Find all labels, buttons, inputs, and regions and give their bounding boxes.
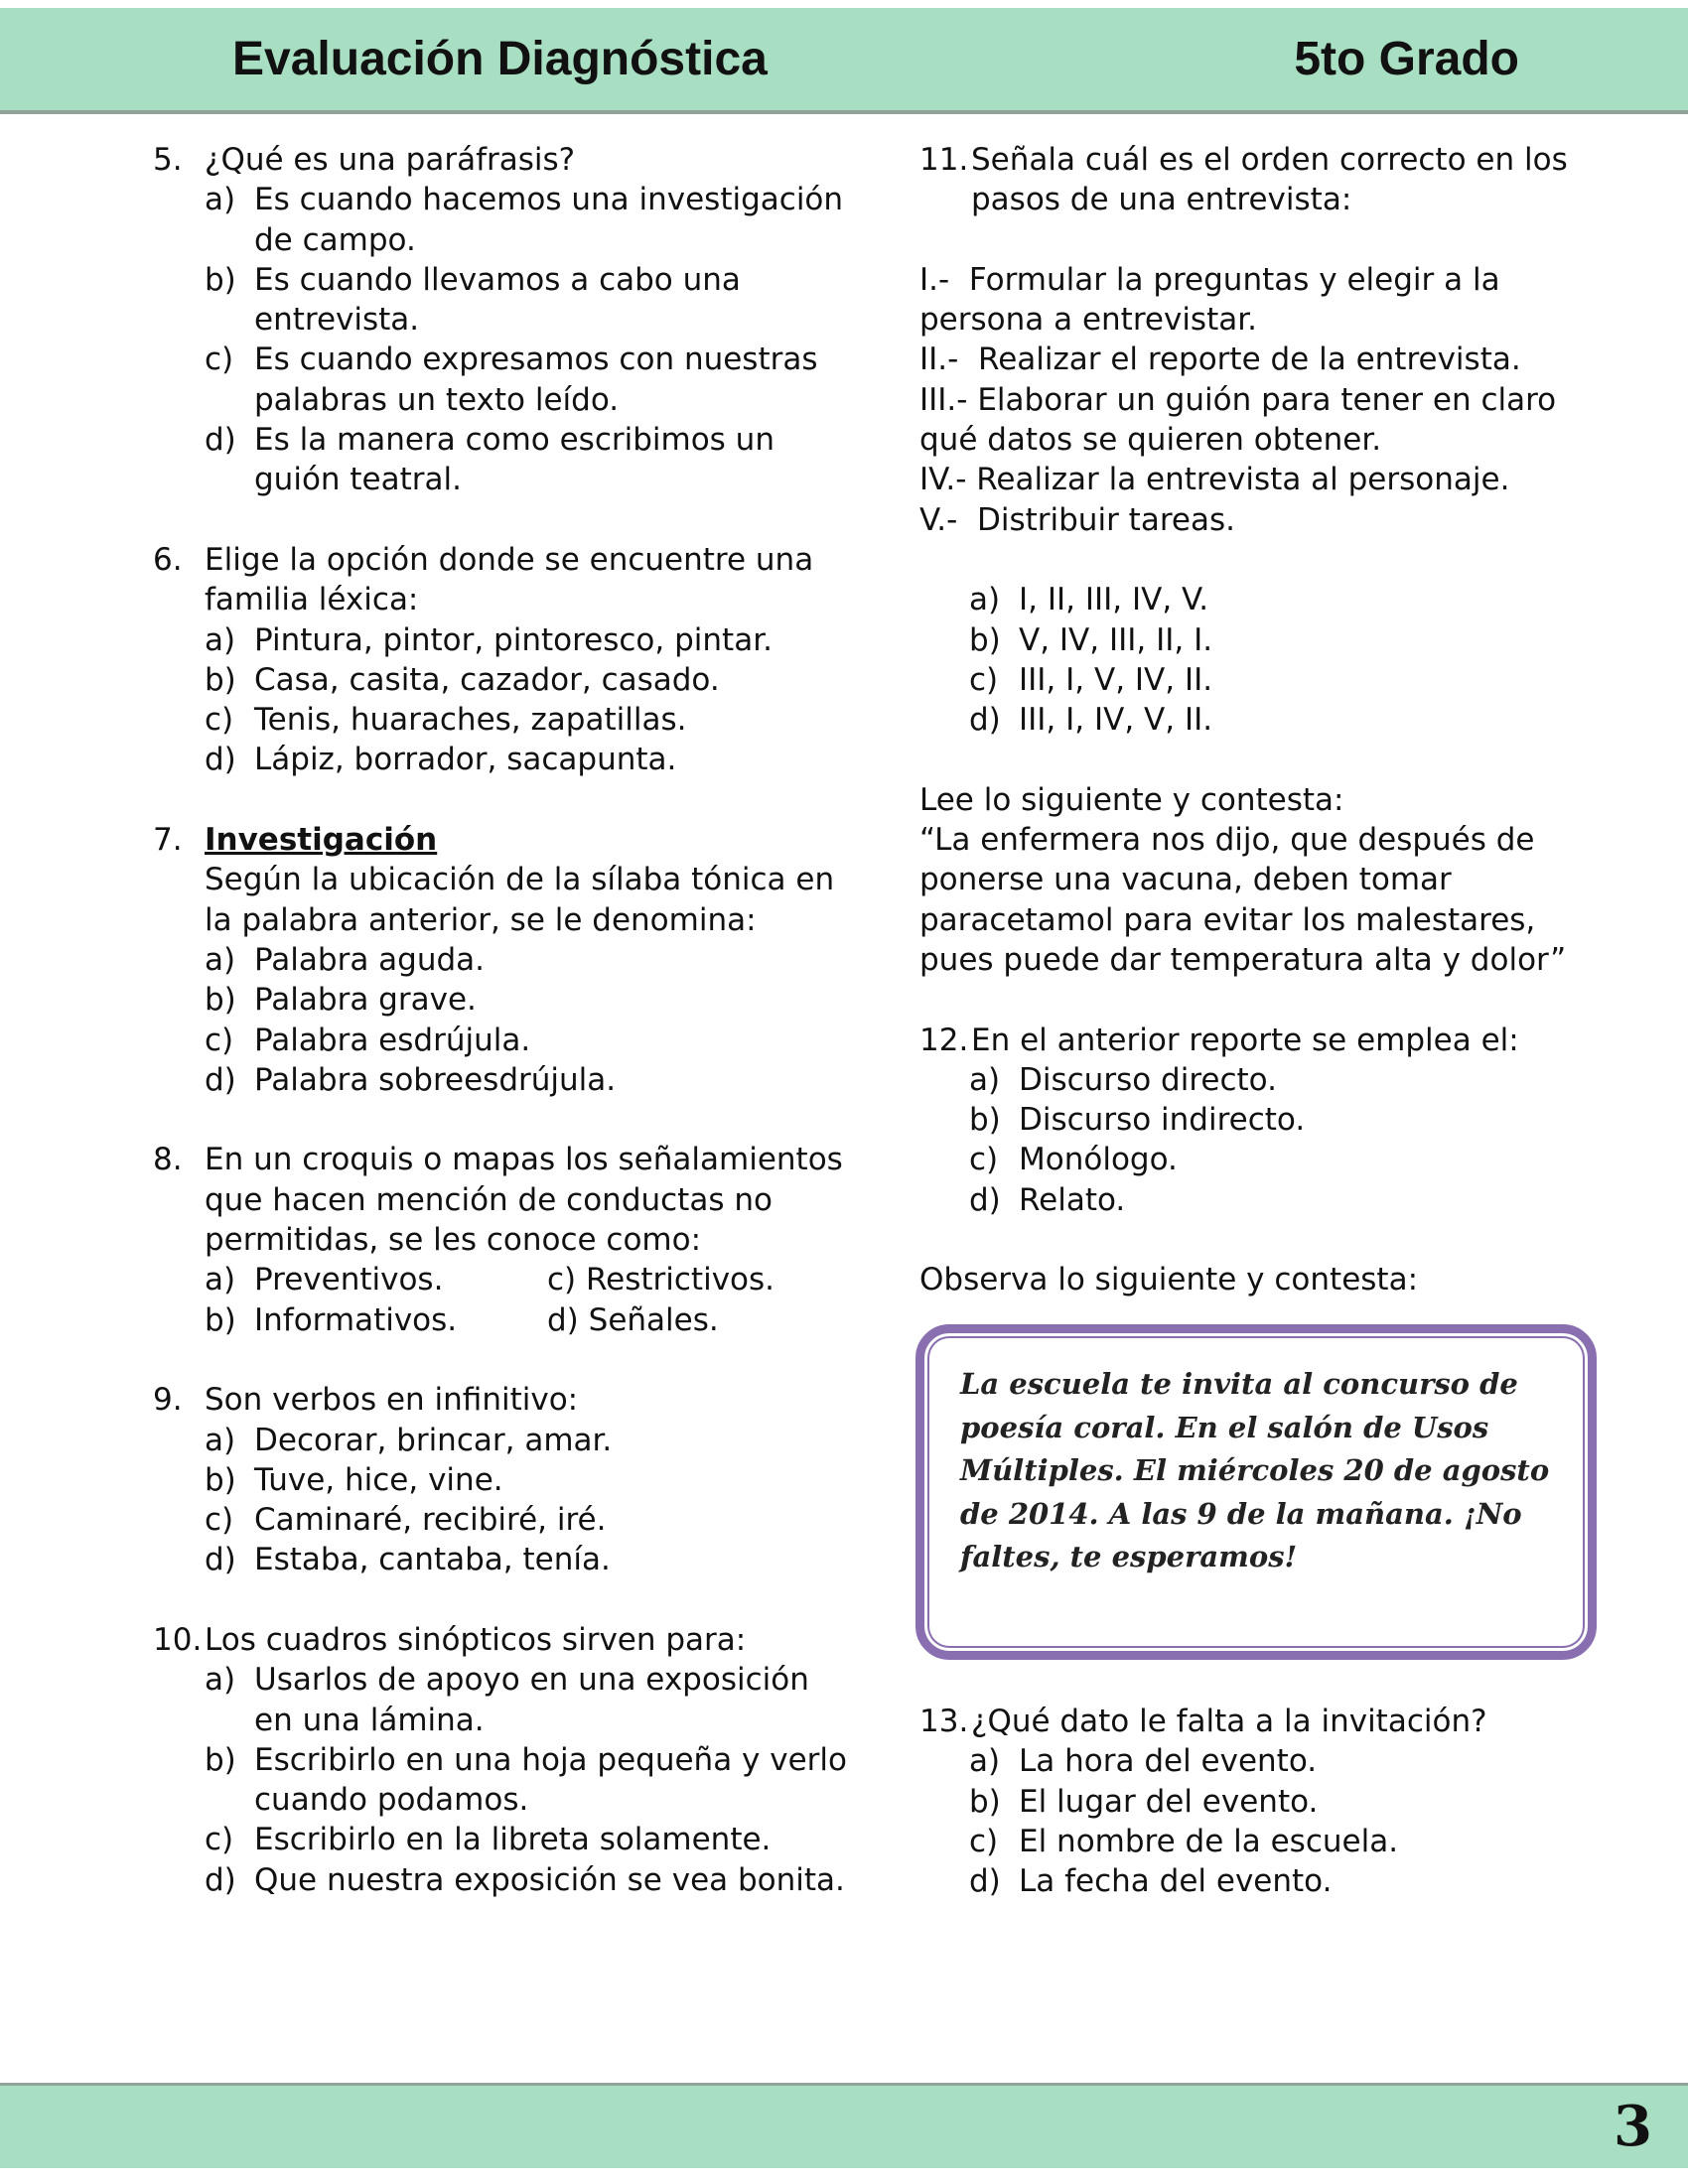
option-letter: a) [205,1662,236,1699]
option-letter: a) [205,941,236,978]
left-column [153,140,848,1900]
reading-intro: Lee lo siguiente y contesta: [919,781,1344,818]
option-text: Pintura, pintor, pintoresco, pintar. [254,621,773,658]
option-list [205,940,848,1100]
question-5 [153,140,848,500]
option-text: Relato. [1019,1181,1126,1218]
option-d [205,1540,848,1579]
option-letter: b) [205,1301,236,1338]
option-letter: c) [969,661,999,698]
question-10 [153,1620,848,1900]
observe-intro: Observa lo siguiente y contesta: [919,1262,1419,1298]
question-number: 8. [153,1142,183,1178]
option-a [205,1260,547,1299]
option-letter: d) [969,1181,1001,1218]
option-d [205,1060,848,1100]
option-text: Usarlos de apoyo en una exposición en una lámina. [254,1662,809,1738]
question-number: 7. [153,822,183,859]
option-a [205,940,848,980]
option-text: Señales. [588,1301,719,1338]
option-letter: b) [205,1461,236,1498]
option-c [969,1822,1595,1861]
option-letter: b) [969,1102,1001,1139]
question-7 [153,820,848,1100]
option-text: Palabra aguda. [254,941,486,978]
question-6 [153,540,848,780]
question-text: En un croquis o mapas los señalamientos que hacen mención de conductas no permitidas, se les conoce como: [205,1142,843,1259]
step-item [919,460,1595,499]
invitation-text: La escuela te invita al concurso de poesía coral. En el salón de Usos Múltiples. El miércoles 20 de agosto de 2014. A las 9 de la mañana. ¡No faltes, te esperamos! [960,1367,1550,1573]
question-number: 10. [153,1621,203,1658]
option-text: Estaba, cantaba, tenía. [254,1542,611,1578]
option-c [205,1021,848,1060]
option-text: Escribirlo en una hoja pequeña y verlo cuando podamos. [254,1741,847,1819]
option-text: El lugar del evento. [1019,1783,1319,1820]
option-text: Tuve, hice, vine. [254,1461,503,1498]
option-letter: a) [969,582,1001,618]
right-column-bottom [919,1702,1595,1901]
question-12 [919,1021,1595,1060]
question-text: Son verbos en infinitivo: [205,1382,579,1419]
option-letter: c) [205,341,234,378]
option-letter: a) [969,1743,1001,1780]
option-text: Escribirlo en la libreta solamente. [254,1822,772,1858]
option-letter: c) [547,1262,577,1298]
step-text: Realizar la entrevista al personaje. [976,462,1510,498]
grade-label: 5to Grado [1294,33,1519,85]
option-letter: c) [205,1502,234,1539]
question-text: Elige la opción donde se encuentre una familia léxica: [205,541,814,618]
step-text: Distribuir tareas. [976,501,1235,538]
option-d [205,740,848,779]
option-c [969,1140,1595,1179]
option-list [205,1660,848,1900]
option-text: Informativos. [254,1301,458,1338]
option-list [205,620,848,780]
option-b [205,1300,547,1340]
question-heading: Investigación [205,822,438,859]
question-text: En el anterior reporte se emplea el: [971,1022,1519,1058]
question-text: Los cuadros sinópticos sirven para: [205,1621,747,1658]
question-11 [919,140,1595,220]
question-number: 13. [919,1704,969,1739]
question-number: 12. [919,1022,969,1058]
option-b [969,1782,1595,1822]
option-letter: c) [205,1822,234,1858]
option-text: Discurso indirecto. [1019,1102,1306,1139]
option-text: Preventivos. [254,1262,444,1298]
option-letter: a) [205,621,236,658]
option-letter: c) [969,1823,999,1859]
option-letter: b) [205,1741,236,1778]
option-text: III, I, V, IV, II. [1019,661,1213,698]
option-text: La hora del evento. [1019,1743,1318,1780]
option-text: Es cuando hacemos una investigación de campo. [254,182,844,258]
option-a [205,180,848,260]
option-list [205,1421,848,1580]
step-list [919,260,1595,540]
option-list [205,180,848,499]
question-text: ¿Qué dato le falta a la invitación? [971,1704,1487,1739]
step-label: II.- [919,341,959,378]
step-label: III.- [919,381,968,418]
question-number: 5. [153,142,183,178]
question-number: 9. [153,1382,183,1419]
option-text: Es la manera como escribimos un guión teatral. [254,422,774,498]
invitation-box [915,1324,1597,1660]
question-text: Señala cuál es el orden correcto en los pasos de una entrevista: [971,142,1568,218]
step-item [919,380,1595,461]
option-c [547,1260,845,1299]
option-text: Que nuestra exposición se vea bonita. [254,1861,845,1898]
option-d [547,1300,845,1340]
option-letter: b) [205,261,236,298]
option-c [205,1820,848,1859]
question-number: 6. [153,541,183,578]
step-label: IV.- [919,462,967,498]
option-letter: a) [205,1262,236,1298]
option-letter: a) [969,1061,1001,1098]
question-13 [919,1702,1595,1741]
page-footer [0,2083,1688,2168]
option-text: Lápiz, borrador, sacapunta. [254,742,677,778]
step-item [919,260,1595,341]
page-number: 3 [1614,2094,1652,2159]
option-letter: a) [205,182,236,218]
option-text: Palabra grave. [254,982,477,1019]
option-letter: c) [969,1142,999,1178]
option-d [969,1180,1595,1220]
right-column [919,140,1595,1300]
option-text: V, IV, III, II, I. [1019,621,1213,658]
step-label: V.- [919,501,958,538]
option-d [969,700,1595,740]
step-item [919,340,1595,379]
option-c [205,1500,848,1540]
option-text: Es cuando llevamos a cabo una entrevista. [254,261,741,339]
option-b [205,260,848,341]
option-letter: b) [969,621,1001,658]
option-text: III, I, IV, V, II. [1019,702,1213,739]
option-d [205,420,848,500]
option-c [205,700,848,740]
option-text: Monólogo. [1019,1142,1178,1178]
option-letter: b) [969,1783,1001,1820]
option-letter: b) [205,661,236,698]
question-9 [153,1380,848,1579]
option-c [969,660,1595,700]
question-8 [153,1140,848,1339]
option-letter: d) [969,702,1001,739]
option-text: Es cuando expresamos con nuestras palabras un texto leído. [254,341,818,418]
option-letter: d) [205,742,236,778]
option-b [969,620,1595,660]
option-list [919,580,1595,740]
option-b [969,1100,1595,1140]
step-text: Elaborar un guión para tener en claro qué datos se quieren obtener. [919,381,1557,459]
option-a [969,580,1595,619]
option-text: Restrictivos. [586,1262,775,1298]
option-letter: c) [205,702,234,739]
option-text: Palabra esdrújula. [254,1022,531,1058]
option-text: Palabra sobreesdrújula. [254,1061,617,1098]
option-b [205,1740,848,1821]
option-text: Discurso directo. [1019,1061,1277,1098]
option-text: Caminaré, recibiré, iré. [254,1502,607,1539]
option-a [969,1741,1595,1781]
option-text: I, II, III, IV, V. [1019,582,1209,618]
option-d [205,1860,848,1900]
option-a [205,1660,848,1740]
option-a [969,1060,1595,1100]
option-grid [205,1260,848,1340]
option-a [205,620,848,660]
option-text: El nombre de la escuela. [1019,1823,1399,1859]
option-text: Decorar, brincar, amar. [254,1422,613,1458]
option-letter: d) [205,422,236,459]
reading-quote: “La enfermera nos dijo, que después de ponerse una vacuna, deben tomar paracetamol para evitar los malestares, pues puede dar temperatura alta y dolor” [919,822,1567,978]
page-title: Evaluación Diagnóstica [232,33,768,85]
option-text: Tenis, huaraches, zapatillas. [254,702,687,739]
question-number: 11. [919,142,969,178]
step-text: Realizar el reporte de la entrevista. [978,341,1521,378]
option-letter: d) [205,1861,236,1898]
step-label: I.- [919,261,950,298]
option-list [919,1741,1595,1901]
option-letter: d) [205,1061,236,1098]
option-letter: d) [969,1863,1001,1900]
option-letter: b) [205,982,236,1019]
option-text: La fecha del evento. [1019,1863,1333,1900]
option-letter: d) [205,1542,236,1578]
step-item [919,500,1595,540]
option-a [205,1421,848,1460]
question-text: Según la ubicación de la sílaba tónica en la palabra anterior, se le denomina: [205,862,835,938]
step-text: Formular la preguntas y elegir a la persona a entrevistar. [919,261,1500,339]
option-b [205,980,848,1020]
option-b [205,1460,848,1500]
option-letter: a) [205,1422,236,1458]
option-c [205,340,848,420]
option-b [205,660,848,700]
option-letter: c) [205,1022,234,1058]
page-header [0,8,1688,114]
option-text: Casa, casita, cazador, casado. [254,661,720,698]
question-text: ¿Qué es una paráfrasis? [205,142,576,178]
option-letter: d) [547,1301,579,1338]
option-d [969,1861,1595,1901]
option-list [919,1060,1595,1220]
